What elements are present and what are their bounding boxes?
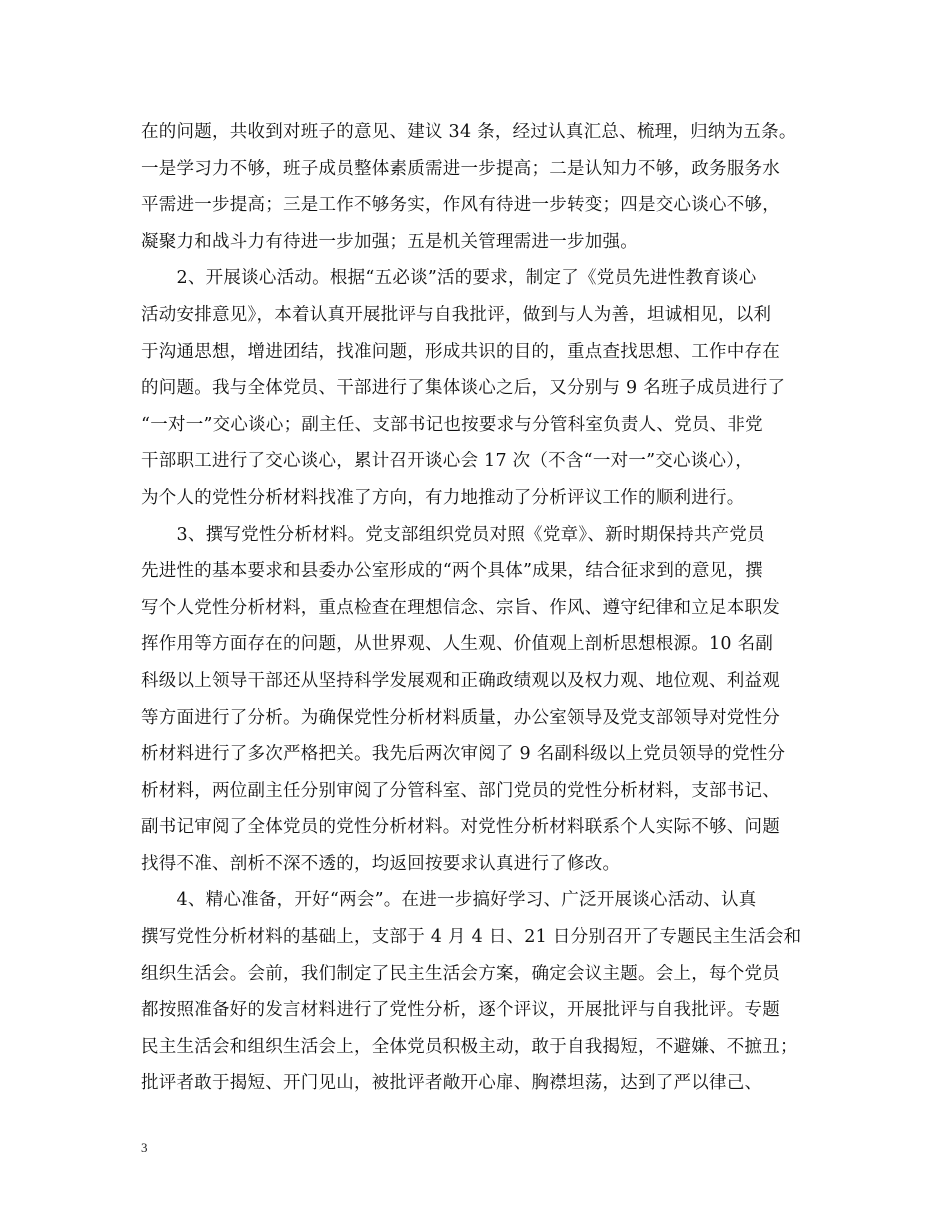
text-line: 都按照准备好的发言材料进行了党性分析，逐个评议，开展批评与自我批评。专题 [141,1000,780,1021]
text-line: 析材料进行了多次严格把关。我先后两次审阅了 9 名副科级以上党员领导的党性分 [141,744,786,765]
text-line: 一是学习力不够，班子成员整体素质需进一步提高；二是认知力不够，政务服务水 [141,158,780,179]
text-line: 撰写党性分析材料的基础上，支部于 4 月 4 日、21 日分别召开了专题民主生活会和 [141,927,802,948]
text-line: 析材料，两位副主任分别审阅了分管科室、部门党员的党性分析材料，支部书记、 [141,780,780,801]
body-text [141,114,813,1102]
text-line: 在的问题，共收到对班子的意见、建议 34 条，经过认真汇总、梳理，归纳为五条。 [141,122,797,142]
text-line: 2、开展谈心活动。根据“五必谈”活的要求，制定了《党员先进性教育谈心 [141,268,757,289]
text-line: 活动安排意见》，本着认真开展批评与自我批评，做到与人为善，坦诚相见，以利 [141,304,772,325]
text-line: 平需进一步提高；三是工作不够务实，作风有待进一步转变；四是交心谈心不够， [141,195,780,216]
text-line: 写个人党性分析材料，重点检查在理想信念、宗旨、作风、遵守纪律和立足本职发 [141,597,780,618]
text-line: 为个人的党性分析材料找准了方向，有力地推动了分析评议工作的顺利进行。 [141,487,745,508]
text-line: 凝聚力和战斗力有待进一步加强；五是机关管理需进一步加强。 [141,231,638,252]
text-line: 批评者敢于揭短、开门见山，被批评者敞开心扉、胸襟坦荡，达到了严以律己、 [141,1073,763,1094]
text-line: 3、撰写党性分析材料。党支部组织党员对照《党章》、新时期保持共产党员 [141,524,765,545]
text-line: 4、精心准备，开好“两会”。在进一步搞好学习、广泛开展谈心活动、认真 [141,890,757,911]
text-line: 于沟通思想，增进团结，找准问题，形成共识的目的，重点查找思想、工作中存在 [141,341,780,362]
text-line: 干部职工进行了交心谈心，累计召开谈心会 17 次（不含“一对一”交心谈心）， [141,451,754,472]
text-line: 找得不准、剖析不深不透的，均返回按要求认真进行了修改。 [141,853,621,874]
text-line: 组织生活会。会前，我们制定了民主生活会方案，确定会议主题。会上，每个党员 [141,963,780,984]
text-line: 的问题。我与全体党员、干部进行了集体谈心之后，又分别与 9 名班子成员进行了 [141,378,786,399]
text-line: 科级以上领导干部还从坚持科学发展观和正确政绩观以及权力观、地位观、利益观 [141,670,780,691]
text-line: 等方面进行了分析。为确保党性分析材料质量，办公室领导及党支部领导对党性分 [141,707,780,728]
text-line: 先进性的基本要求和县委办公室形成的“两个具体”成果，结合征求到的意见，撰 [141,561,763,582]
text-line: 副书记审阅了全体党员的党性分析材料。对党性分析材料联系个人实际不够、问题 [141,817,780,838]
text-line: 挥作用等方面存在的问题，从世界观、人生观、价值观上剖析思想根源。10 名副 [141,634,774,655]
page-number: 3 [141,1140,148,1155]
text-line: “一对一”交心谈心；副主任、支部书记也按要求与分管科室负责人、党员、非党 [141,414,763,435]
text-line: 民主生活会和组织生活会上，全体党员积极主动，敢于自我揭短，不避嫌、不摭丑； [141,1036,798,1057]
